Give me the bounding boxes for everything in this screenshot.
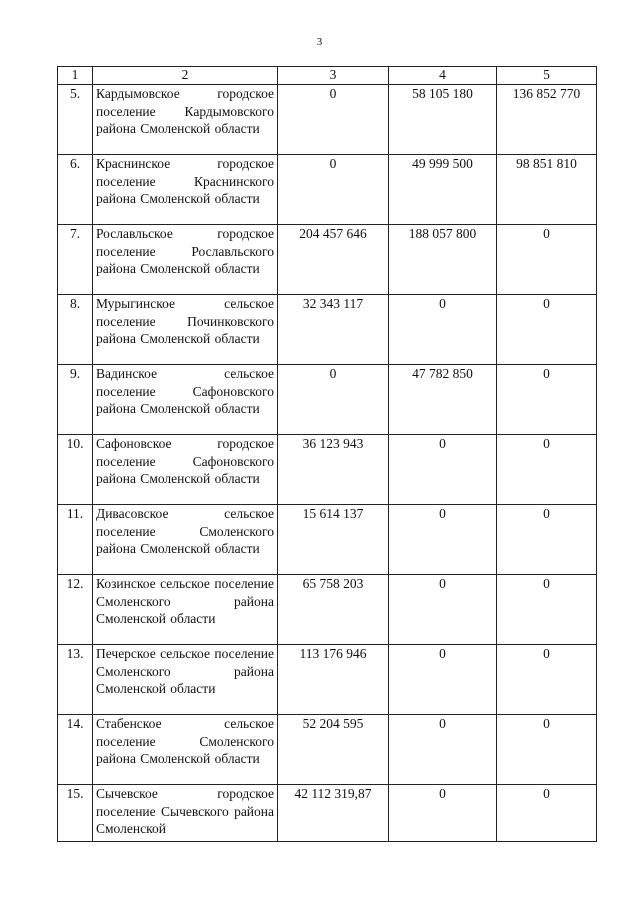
value-column-5: 0 [497, 295, 597, 365]
row-number: 15. [58, 785, 93, 842]
table-row [58, 85, 597, 155]
value-column-5: 0 [497, 715, 597, 785]
value-column-3: 65 758 203 [278, 575, 389, 645]
column-header-1: 1 [58, 67, 93, 85]
value-column-4: 0 [389, 295, 497, 365]
column-header-3: 3 [278, 67, 389, 85]
row-number: 14. [58, 715, 93, 785]
value-column-4: 0 [389, 575, 497, 645]
value-column-3: 32 343 117 [278, 295, 389, 365]
value-column-4: 0 [389, 785, 497, 842]
settlement-name: Дивасовское сельское поселение Смоленского района Смоленской области [93, 505, 278, 575]
value-column-4: 47 782 850 [389, 365, 497, 435]
row-number: 13. [58, 645, 93, 715]
value-column-5: 0 [497, 505, 597, 575]
row-number: 11. [58, 505, 93, 575]
value-column-4: 49 999 500 [389, 155, 497, 225]
table-row [58, 365, 597, 435]
settlement-name: Вадинское сельское поселение Сафоновского района Смоленской области [93, 365, 278, 435]
value-column-3: 0 [278, 85, 389, 155]
table-row [58, 575, 597, 645]
column-header-2: 2 [93, 67, 278, 85]
page-number: 3 [316, 36, 323, 48]
column-header-4: 4 [389, 67, 497, 85]
row-number: 5. [58, 85, 93, 155]
value-column-4: 58 105 180 [389, 85, 497, 155]
settlement-name: Сычевское городское поселение Сычевского района Смоленской [93, 785, 278, 842]
table-row [58, 715, 597, 785]
value-column-5: 0 [497, 225, 597, 295]
value-column-4: 0 [389, 435, 497, 505]
value-column-5: 136 852 770 [497, 85, 597, 155]
table-row [58, 225, 597, 295]
value-column-3: 36 123 943 [278, 435, 389, 505]
table-row [58, 785, 597, 842]
table-row [58, 155, 597, 225]
settlement-name: Мурыгинское сельское поселение Починковского района Смоленской области [93, 295, 278, 365]
settlement-name: Стабенское сельское поселение Смоленского района Смоленской области [93, 715, 278, 785]
row-number: 10. [58, 435, 93, 505]
value-column-3: 52 204 595 [278, 715, 389, 785]
settlement-name: Печерское сельское поселение Смоленского района Смоленской области [93, 645, 278, 715]
value-column-5: 0 [497, 365, 597, 435]
value-column-5: 0 [497, 785, 597, 842]
settlement-name: Сафоновское городское поселение Сафоновского района Смоленской области [93, 435, 278, 505]
row-number: 7. [58, 225, 93, 295]
value-column-4: 0 [389, 715, 497, 785]
table-row [58, 435, 597, 505]
settlement-name: Краснинское городское поселение Краснинского района Смоленской области [93, 155, 278, 225]
settlement-name: Рославльское городское поселение Рославльского района Смоленской области [93, 225, 278, 295]
value-column-4: 188 057 800 [389, 225, 497, 295]
column-header-5: 5 [497, 67, 597, 85]
row-number: 8. [58, 295, 93, 365]
value-column-5: 0 [497, 575, 597, 645]
table-row [58, 505, 597, 575]
settlements-table [57, 66, 597, 842]
value-column-4: 0 [389, 645, 497, 715]
row-number: 6. [58, 155, 93, 225]
settlement-name: Козинское сельское поселение Смоленского района Смоленской области [93, 575, 278, 645]
row-number: 9. [58, 365, 93, 435]
header-row [58, 67, 597, 85]
value-column-3: 15 614 137 [278, 505, 389, 575]
value-column-3: 113 176 946 [278, 645, 389, 715]
table-row [58, 645, 597, 715]
settlement-name: Кардымовское городское поселение Кардымовского района Смоленской области [93, 85, 278, 155]
row-number: 12. [58, 575, 93, 645]
value-column-3: 0 [278, 365, 389, 435]
value-column-3: 42 112 319,87 [278, 785, 389, 842]
table-row [58, 295, 597, 365]
value-column-4: 0 [389, 505, 497, 575]
value-column-5: 0 [497, 435, 597, 505]
value-column-5: 0 [497, 645, 597, 715]
value-column-5: 98 851 810 [497, 155, 597, 225]
value-column-3: 204 457 646 [278, 225, 389, 295]
value-column-3: 0 [278, 155, 389, 225]
